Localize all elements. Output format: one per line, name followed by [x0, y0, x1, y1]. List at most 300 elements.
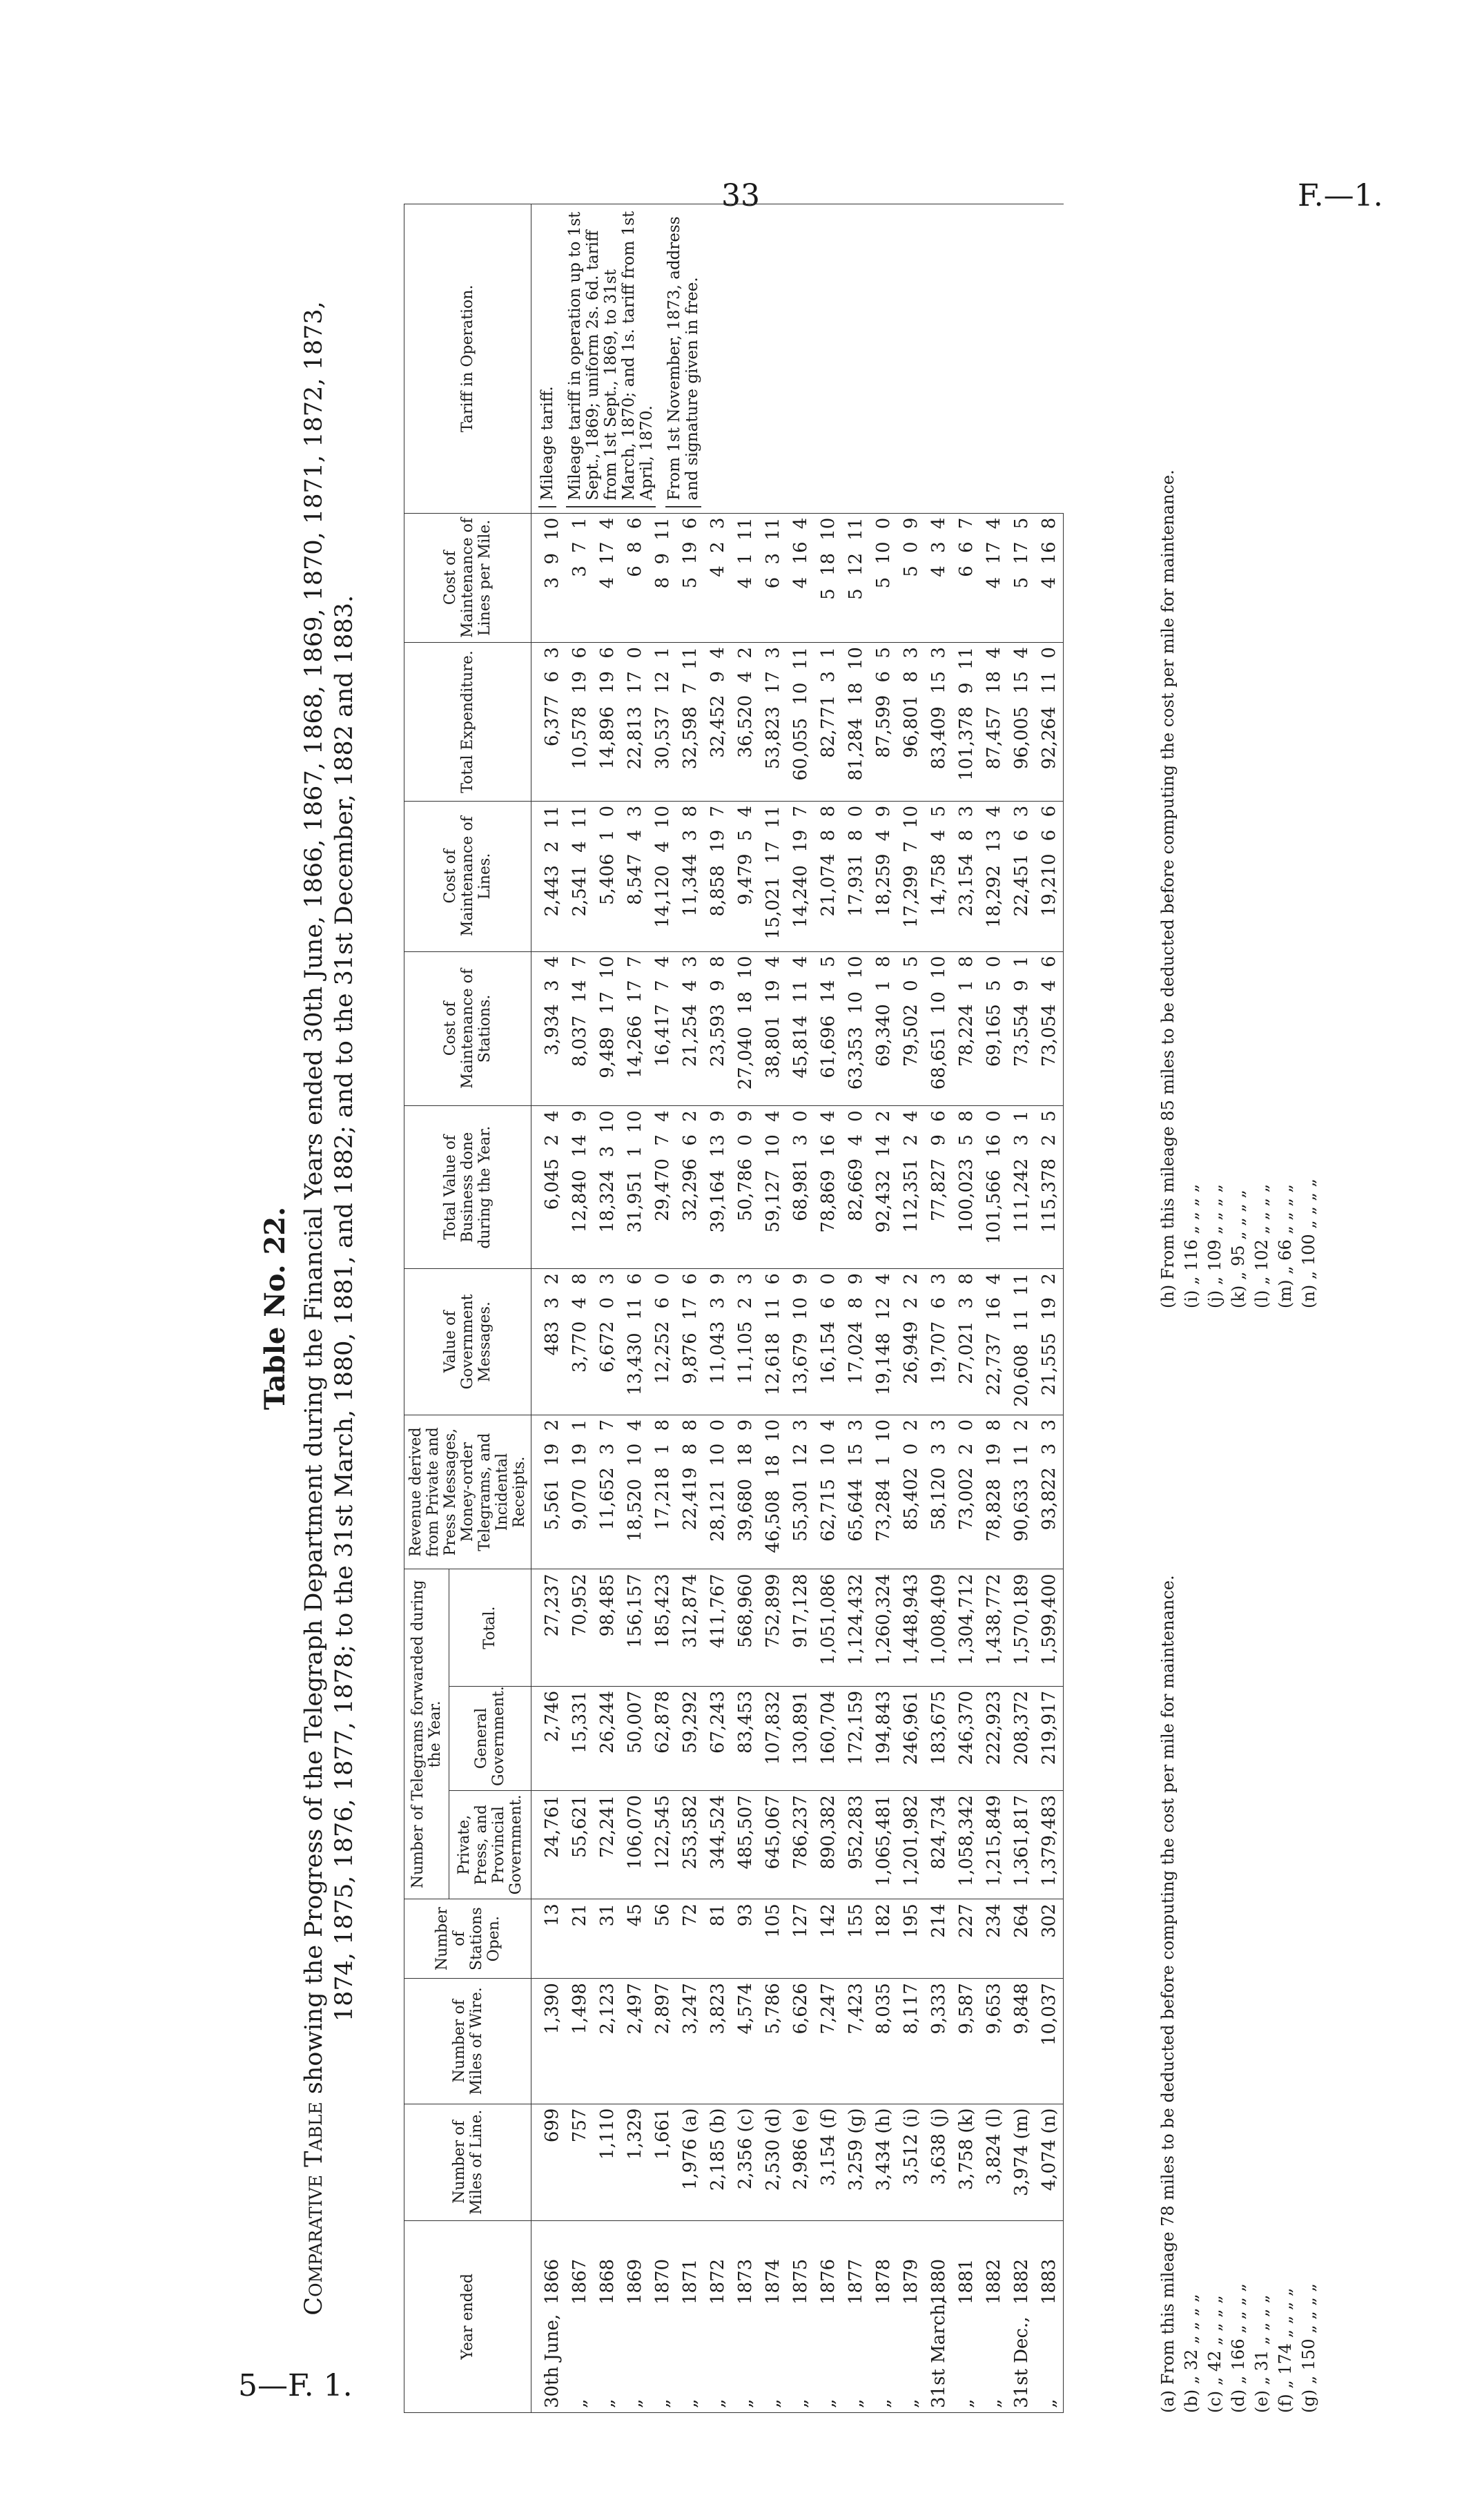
cell-total: 1,570,189 — [1008, 1569, 1035, 1686]
table-row — [594, 204, 621, 2413]
cell-year — [732, 2220, 759, 2412]
cell-total: 568,960 — [732, 1569, 759, 1686]
cell-miles-wire: 7,423 — [842, 1979, 870, 2104]
col-stations: Number of Stations Open. — [404, 1899, 531, 1979]
cell-lines-cost: 5,406 1 0 — [594, 801, 621, 951]
cell-miles-line: 3,154 (f) — [814, 2104, 842, 2220]
col-per-mile: Cost of Maintenance of Lines per Mile. — [404, 513, 531, 642]
cell-stations-cost: 69,165 5 0 — [980, 951, 1008, 1106]
table-number: Table No. 22. — [259, 1206, 291, 1411]
cell-stations-cost: 61,696 14 5 — [814, 951, 842, 1106]
cell-revenue: 18,520 10 4 — [621, 1415, 649, 1569]
table-row — [925, 204, 953, 2413]
year-label: „ — [625, 2398, 645, 2408]
cell-year — [1035, 2220, 1064, 2412]
cell-general: 219,917 — [1035, 1686, 1064, 1790]
cell-stations-cost: 73,054 4 6 — [1035, 951, 1064, 1106]
cell-expenditure: 53,823 17 3 — [759, 643, 787, 802]
cell-miles-wire: 8,035 — [870, 1979, 897, 2104]
cell-miles-wire: 1,498 — [566, 1979, 594, 2104]
cell-expenditure: 82,771 3 1 — [814, 643, 842, 802]
cell-stations-cost: 78,224 1 8 — [953, 951, 980, 1106]
cell-business: 12,840 14 9 — [566, 1106, 594, 1269]
cell-total: 1,448,943 — [897, 1569, 925, 1686]
cell-business: 78,869 16 4 — [814, 1106, 842, 1269]
tariff-note: Mileage tariff. — [538, 210, 556, 507]
cell-expenditure: 32,598 7 11 — [676, 643, 704, 802]
cell-stations: 234 — [980, 1899, 1008, 1979]
footnote: (b) „ 32 „ „ „ „ — [1182, 2294, 1201, 2413]
cell-stations-cost: 63,353 10 10 — [842, 951, 870, 1106]
cell-per-mile: 5 12 11 — [842, 513, 870, 642]
cell-per-mile: 5 0 9 — [897, 513, 925, 642]
cell-private: 122,545 — [649, 1791, 676, 1899]
cell-per-mile: 6 6 7 — [953, 513, 980, 642]
cell-expenditure: 96,005 15 4 — [1008, 643, 1035, 802]
cell-govt-value: 19,148 12 4 — [870, 1269, 897, 1415]
cell-stations: 56 — [649, 1899, 676, 1979]
cell-revenue: 85,402 0 2 — [897, 1415, 925, 1569]
year-label: „ — [707, 2398, 728, 2408]
cell-miles-line: 3,758 (k) — [953, 2104, 980, 2220]
cell-lines-cost: 21,074 8 8 — [814, 801, 842, 951]
cell-total: 1,599,400 — [1035, 1569, 1064, 1686]
cell-expenditure: 32,452 9 4 — [704, 643, 732, 802]
cell-general: 183,675 — [925, 1686, 953, 1790]
cell-total: 917,128 — [787, 1569, 814, 1686]
footnote: (a) From this mileage 78 miles to be deducted before computing the cost per mile for maintenance. — [1158, 1575, 1178, 2413]
cell-govt-value: 22,737 16 4 — [980, 1269, 1008, 1415]
cell-private: 952,283 — [842, 1791, 870, 1899]
col-miles-line: Number of Miles of Line. — [404, 2104, 531, 2220]
cell-per-mile: 8 9 11 — [649, 513, 676, 642]
year-value: 1878 — [873, 2258, 894, 2305]
cell-private: 344,524 — [704, 1791, 732, 1899]
table-row — [621, 204, 649, 2413]
col-miles-wire: Number of Miles of Wire. — [404, 1979, 531, 2104]
col-govt-value: Value of Government Messages. — [404, 1269, 531, 1415]
cell-private: 485,507 — [732, 1791, 759, 1899]
year-value: 1873 — [735, 2258, 756, 2305]
year-label: „ — [984, 2398, 1004, 2408]
cell-govt-value: 11,105 2 3 — [732, 1269, 759, 1415]
footnote: (k) „ 95 „ „ „ „ — [1229, 1190, 1248, 1308]
cell-miles-wire: 2,897 — [649, 1979, 676, 2104]
footer-reference: 5—F. 1. — [238, 2368, 353, 2403]
year-value: 1868 — [597, 2258, 618, 2305]
cell-lines-cost: 19,210 6 6 — [1035, 801, 1064, 951]
footnotes-right — [1156, 273, 1320, 1308]
table-row — [676, 204, 704, 2413]
cell-govt-value: 19,707 6 3 — [925, 1269, 953, 1415]
year-label: „ — [873, 2398, 894, 2408]
cell-private: 55,621 — [566, 1791, 594, 1899]
title-line-2: 1874, 1875, 1876, 1877, 1878; to the 31st March, 1880, 1881, and 1882; and to the 31st December, 1882 and 1883. — [331, 594, 358, 2022]
cell-stations: 227 — [953, 1899, 980, 1979]
cell-general: 62,878 — [649, 1686, 676, 1790]
year-value: 1872 — [707, 2258, 728, 2305]
cell-stations: 214 — [925, 1899, 953, 1979]
cell-stations: 72 — [676, 1899, 704, 1979]
title-prefix: Comparative Table — [300, 2102, 328, 2316]
cell-stations: 127 — [787, 1899, 814, 1979]
page-number: 33 — [721, 178, 760, 213]
year-label: „ — [901, 2398, 921, 2408]
cell-miles-line: 1,110 — [594, 2104, 621, 2220]
cell-year — [1008, 2220, 1035, 2412]
cell-revenue: 22,419 8 8 — [676, 1415, 704, 1569]
year-label: „ — [956, 2398, 977, 2408]
cell-govt-value: 12,618 11 6 — [759, 1269, 787, 1415]
table-row — [649, 204, 676, 2413]
footnote: (j) „ 109 „ „ „ „ — [1205, 1184, 1224, 1308]
cell-revenue: 93,822 3 3 — [1035, 1415, 1064, 1569]
cell-per-mile: 4 16 4 — [787, 513, 814, 642]
cell-miles-wire: 3,823 — [704, 1979, 732, 2104]
cell-lines-cost: 15,021 17 11 — [759, 801, 787, 951]
cell-revenue: 9,070 19 1 — [566, 1415, 594, 1569]
year-label: „ — [569, 2398, 590, 2408]
cell-govt-value: 17,024 8 9 — [842, 1269, 870, 1415]
cell-business: 18,324 3 10 — [594, 1106, 621, 1269]
cell-expenditure: 87,457 18 4 — [980, 643, 1008, 802]
cell-total: 156,157 — [621, 1569, 649, 1686]
cell-stations: 31 — [594, 1899, 621, 1979]
col-business: Total Value of Business done during the Year. — [404, 1106, 531, 1269]
cell-govt-value: 20,608 11 11 — [1008, 1269, 1035, 1415]
cell-miles-wire: 2,123 — [594, 1979, 621, 2104]
cell-expenditure: 101,378 9 11 — [953, 643, 980, 802]
col-tariff: Tariff in Operation. — [404, 204, 531, 514]
page-reference: F.—1. — [1298, 178, 1383, 213]
cell-general: 172,159 — [842, 1686, 870, 1790]
cell-miles-wire: 2,497 — [621, 1979, 649, 2104]
cell-private: 1,215,849 — [980, 1791, 1008, 1899]
cell-expenditure: 10,578 19 6 — [566, 643, 594, 802]
year-value: 1877 — [846, 2258, 866, 2305]
cell-general: 26,244 — [594, 1686, 621, 1790]
cell-miles-line: 2,986 (e) — [787, 2104, 814, 2220]
table-row — [732, 204, 759, 2413]
cell-stations-cost: 23,593 9 8 — [704, 951, 732, 1106]
cell-private: 1,065,481 — [870, 1791, 897, 1899]
footnote: (f) „ 174 „ „ „ „ — [1276, 2287, 1295, 2413]
table-row — [1035, 204, 1064, 2413]
cell-revenue: 58,120 3 3 — [925, 1415, 953, 1569]
cell-stations-cost: 9,489 17 10 — [594, 951, 621, 1106]
footnote: (i) „ 116 „ „ „ „ — [1182, 1183, 1201, 1308]
year-value: 1866 — [542, 2258, 563, 2305]
cell-per-mile: 4 2 3 — [704, 513, 732, 642]
table-row — [566, 204, 594, 2413]
cell-total: 1,124,432 — [842, 1569, 870, 1686]
cell-expenditure: 87,599 6 5 — [870, 643, 897, 802]
cell-year — [704, 2220, 732, 2412]
cell-miles-wire: 4,574 — [732, 1979, 759, 2104]
cell-miles-line: 3,974 (m) — [1008, 2104, 1035, 2220]
cell-total: 411,767 — [704, 1569, 732, 1686]
cell-expenditure: 14,896 19 6 — [594, 643, 621, 802]
cell-stations: 105 — [759, 1899, 787, 1979]
cell-lines-cost: 2,443 2 11 — [531, 801, 567, 951]
cell-general: 246,961 — [897, 1686, 925, 1790]
year-value: 1867 — [569, 2258, 590, 2305]
cell-govt-value: 16,154 6 0 — [814, 1269, 842, 1415]
year-label: „ — [680, 2398, 701, 2408]
table-row — [842, 204, 870, 2413]
cell-expenditure: 30,537 12 1 — [649, 643, 676, 802]
cell-miles-line: 1,661 — [649, 2104, 676, 2220]
cell-total: 312,874 — [676, 1569, 704, 1686]
cell-lines-cost: 14,758 4 5 — [925, 801, 953, 951]
cell-revenue: 65,644 15 3 — [842, 1415, 870, 1569]
cell-revenue: 73,284 1 10 — [870, 1415, 897, 1569]
cell-govt-value: 9,876 17 6 — [676, 1269, 704, 1415]
cell-lines-cost: 14,240 19 7 — [787, 801, 814, 951]
cell-year — [980, 2220, 1008, 2412]
cell-govt-value: 27,021 3 8 — [953, 1269, 980, 1415]
cell-private: 645,067 — [759, 1791, 787, 1899]
cell-stations-cost: 69,340 1 8 — [870, 951, 897, 1106]
cell-per-mile: 4 17 4 — [594, 513, 621, 642]
footnote: (g) „ 150 „ „ „ „ — [1299, 2283, 1318, 2413]
cell-total: 1,438,772 — [980, 1569, 1008, 1686]
cell-govt-value: 11,043 3 9 — [704, 1269, 732, 1415]
cell-business: 92,432 14 2 — [870, 1106, 897, 1269]
cell-per-mile: 5 10 0 — [870, 513, 897, 642]
cell-per-mile: 5 17 5 — [1008, 513, 1035, 642]
cell-per-mile: 6 3 11 — [759, 513, 787, 642]
cell-miles-line: 699 — [531, 2104, 567, 2220]
cell-stations-cost: 27,040 18 10 — [732, 951, 759, 1106]
cell-lines-cost: 23,154 8 3 — [953, 801, 980, 951]
cell-per-mile: 5 19 6 — [676, 513, 704, 642]
cell-private: 24,761 — [531, 1791, 567, 1899]
cell-private: 824,734 — [925, 1791, 953, 1899]
year-label: „ — [790, 2398, 811, 2408]
cell-year — [870, 2220, 897, 2412]
cell-business: 59,127 10 4 — [759, 1106, 787, 1269]
cell-revenue: 46,508 18 10 — [759, 1415, 787, 1569]
table-row — [897, 204, 925, 2413]
cell-private: 1,379,483 — [1035, 1791, 1064, 1899]
year-value: 1874 — [763, 2258, 783, 2305]
cell-business: 6,045 2 4 — [531, 1106, 567, 1269]
rotated-table-block — [259, 204, 1384, 2413]
cell-miles-wire: 3,247 — [676, 1979, 704, 2104]
cell-total: 1,260,324 — [870, 1569, 897, 1686]
cell-lines-cost: 9,479 5 4 — [732, 801, 759, 951]
year-value: 1875 — [790, 2258, 811, 2305]
cell-stations: 195 — [897, 1899, 925, 1979]
cell-general: 130,891 — [787, 1686, 814, 1790]
cell-private: 106,070 — [621, 1791, 649, 1899]
col-lines-cost: Cost of Maintenance of Lines. — [404, 801, 531, 951]
cell-revenue: 39,680 18 9 — [732, 1415, 759, 1569]
cell-stations: 142 — [814, 1899, 842, 1979]
cell-lines-cost: 17,931 8 0 — [842, 801, 870, 951]
cell-miles-line: 757 — [566, 2104, 594, 2220]
cell-private: 786,237 — [787, 1791, 814, 1899]
cell-general: 222,923 — [980, 1686, 1008, 1790]
cell-business: 112,351 2 4 — [897, 1106, 925, 1269]
cell-stations: 264 — [1008, 1899, 1035, 1979]
cell-revenue: 78,828 19 8 — [980, 1415, 1008, 1569]
cell-business: 115,378 2 5 — [1035, 1106, 1064, 1269]
cell-stations: 13 — [531, 1899, 567, 1979]
year-label: 30th June, — [542, 2314, 563, 2408]
footnote: (h) From this mileage 85 miles to be deducted before computing the cost per mile for maintenance. — [1158, 469, 1178, 1308]
cell-miles-wire: 9,333 — [925, 1979, 953, 2104]
cell-year — [676, 2220, 704, 2412]
year-label: „ — [597, 2398, 618, 2408]
cell-stations: 93 — [732, 1899, 759, 1979]
cell-miles-line: 3,824 (l) — [980, 2104, 1008, 2220]
year-label: 31st Dec., — [1011, 2316, 1032, 2408]
cell-tariff — [531, 204, 1064, 514]
cell-stations-cost: 73,554 9 1 — [1008, 951, 1035, 1106]
cell-lines-cost: 8,547 4 3 — [621, 801, 649, 951]
cell-expenditure: 92,264 11 0 — [1035, 643, 1064, 802]
cell-miles-line: 3,512 (i) — [897, 2104, 925, 2220]
cell-general: 67,243 — [704, 1686, 732, 1790]
cell-miles-line: 4,074 (n) — [1035, 2104, 1064, 2220]
cell-general: 83,453 — [732, 1686, 759, 1790]
cell-business: 29,470 7 4 — [649, 1106, 676, 1269]
year-value: 1881 — [956, 2258, 977, 2305]
cell-per-mile: 4 16 8 — [1035, 513, 1064, 642]
cell-year — [621, 2220, 649, 2412]
cell-miles-line: 3,434 (h) — [870, 2104, 897, 2220]
table-row — [787, 204, 814, 2413]
table-row — [759, 204, 787, 2413]
table-row — [870, 204, 897, 2413]
cell-year — [787, 2220, 814, 2412]
cell-total: 70,952 — [566, 1569, 594, 1686]
cell-stations-cost: 68,651 10 10 — [925, 951, 953, 1106]
cell-general: 246,370 — [953, 1686, 980, 1790]
cell-private: 253,582 — [676, 1791, 704, 1899]
year-value: 1869 — [625, 2258, 645, 2305]
cell-year — [594, 2220, 621, 2412]
cell-total: 185,423 — [649, 1569, 676, 1686]
year-label: „ — [846, 2398, 866, 2408]
cell-miles-wire: 7,247 — [814, 1979, 842, 2104]
cell-stations-cost: 45,814 11 4 — [787, 951, 814, 1106]
cell-miles-line: 3,259 (g) — [842, 2104, 870, 2220]
cell-year — [531, 2220, 567, 2412]
cell-miles-line: 2,185 (b) — [704, 2104, 732, 2220]
col-year-ended: Year ended — [404, 2220, 531, 2412]
cell-total: 27,237 — [531, 1569, 567, 1686]
year-value: 1871 — [680, 2258, 701, 2305]
cell-stations: 155 — [842, 1899, 870, 1979]
year-value: 1880 — [928, 2258, 949, 2305]
year-label: „ — [735, 2398, 756, 2408]
year-label: „ — [763, 2398, 783, 2408]
cell-govt-value: 21,555 19 2 — [1035, 1269, 1064, 1415]
cell-general: 160,704 — [814, 1686, 842, 1790]
cell-general: 15,331 — [566, 1686, 594, 1790]
cell-year — [897, 2220, 925, 2412]
cell-miles-line: 2,356 (c) — [732, 2104, 759, 2220]
cell-stations-cost: 79,502 0 5 — [897, 951, 925, 1106]
cell-revenue: 90,633 11 2 — [1008, 1415, 1035, 1569]
cell-govt-value: 13,430 11 6 — [621, 1269, 649, 1415]
col-revenue: Revenue derived from Private and Press Messages, Money-order Telegrams, and Incidental Receipts. — [404, 1415, 531, 1569]
cell-miles-line: 1,976 (a) — [676, 2104, 704, 2220]
cell-business: 32,296 6 2 — [676, 1106, 704, 1269]
cell-private: 1,361,817 — [1008, 1791, 1035, 1899]
cell-year — [842, 2220, 870, 2412]
cell-expenditure: 83,409 15 3 — [925, 643, 953, 802]
table-row — [980, 204, 1008, 2413]
cell-stations: 81 — [704, 1899, 732, 1979]
cell-revenue: 62,715 10 4 — [814, 1415, 842, 1569]
footnote: (c) „ 42 „ „ „ „ — [1205, 2295, 1224, 2413]
table-row — [704, 204, 732, 2413]
cell-per-mile: 3 7 1 — [566, 513, 594, 642]
cell-per-mile: 6 8 6 — [621, 513, 649, 642]
cell-govt-value: 12,252 6 0 — [649, 1269, 676, 1415]
cell-miles-wire: 10,037 — [1035, 1979, 1064, 2104]
cell-general: 107,832 — [759, 1686, 787, 1790]
cell-business: 50,786 0 9 — [732, 1106, 759, 1269]
cell-stations: 21 — [566, 1899, 594, 1979]
cell-business: 111,242 3 1 — [1008, 1106, 1035, 1269]
cell-lines-cost: 14,120 4 10 — [649, 801, 676, 951]
cell-per-mile: 4 1 11 — [732, 513, 759, 642]
cell-miles-line: 3,638 (j) — [925, 2104, 953, 2220]
cell-private: 72,241 — [594, 1791, 621, 1899]
cell-year — [814, 2220, 842, 2412]
cell-expenditure: 81,284 18 10 — [842, 643, 870, 802]
cell-stations-cost: 8,037 14 7 — [566, 951, 594, 1106]
table-row — [953, 204, 980, 2413]
cell-miles-wire: 8,117 — [897, 1979, 925, 2104]
table-row — [1008, 204, 1035, 2413]
cell-general: 194,843 — [870, 1686, 897, 1790]
cell-revenue: 17,218 1 8 — [649, 1415, 676, 1569]
col-telegrams-group: Number of Telegrams forwarded during the Year. — [404, 1569, 449, 1899]
cell-expenditure: 22,813 17 0 — [621, 643, 649, 802]
year-label: „ — [652, 2398, 673, 2408]
cell-business: 82,669 4 0 — [842, 1106, 870, 1269]
cell-year — [925, 2220, 953, 2412]
cell-miles-wire: 5,786 — [759, 1979, 787, 2104]
cell-miles-wire: 9,848 — [1008, 1979, 1035, 2104]
footnote: (d) „ 166 „ „ „ „ — [1229, 2283, 1248, 2413]
cell-total: 1,051,086 — [814, 1569, 842, 1686]
cell-miles-wire: 9,653 — [980, 1979, 1008, 2104]
footnote: (m) „ 66 „ „ „ „ — [1276, 1184, 1295, 1308]
footnote: (n) „ 100 „ „ „ „ — [1299, 1179, 1318, 1308]
cell-miles-line: 2,530 (d) — [759, 2104, 787, 2220]
cell-revenue: 5,561 19 2 — [531, 1415, 567, 1569]
cell-lines-cost: 11,344 3 8 — [676, 801, 704, 951]
title-line-1: showing the Progress of the Telegraph Department during the Financial Years ended 30th June, 1866, 1867, 1868, 1869, 1870, 1871, 1872, 1873, — [300, 301, 328, 2095]
cell-miles-wire: 9,587 — [953, 1979, 980, 2104]
col-stations-cost: Cost of Maintenance of Stations. — [404, 951, 531, 1106]
cell-general: 2,746 — [531, 1686, 567, 1790]
col-private: Private, Press, and Provincial Government. — [449, 1791, 531, 1899]
table-row — [814, 204, 842, 2413]
cell-total: 1,008,409 — [925, 1569, 953, 1686]
cell-revenue: 11,652 3 7 — [594, 1415, 621, 1569]
cell-business: 68,981 3 0 — [787, 1106, 814, 1269]
table-row — [531, 204, 567, 2413]
cell-private: 1,201,982 — [897, 1791, 925, 1899]
